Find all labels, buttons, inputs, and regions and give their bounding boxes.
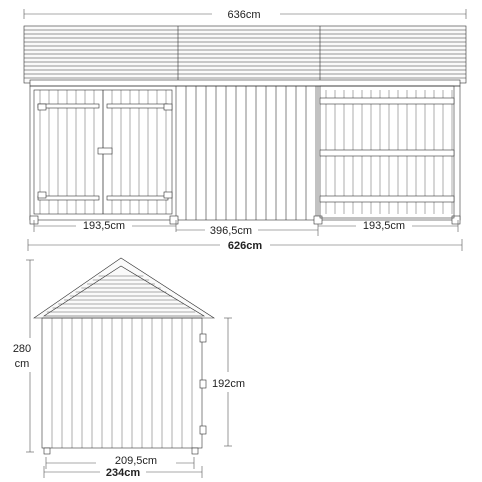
gable-roof — [34, 258, 214, 318]
open-module-frame — [320, 86, 454, 218]
side-hinges — [200, 334, 206, 434]
overall-base-width-label: 626cm — [227, 240, 263, 252]
overall-top-width-label: 636cm — [227, 9, 261, 21]
left-module-width-label: 193,5cm — [82, 220, 126, 232]
right-module-width-label: 193,5cm — [362, 220, 406, 232]
front-view — [24, 26, 466, 224]
inner-width-label: 209,5cm — [114, 455, 158, 467]
middle-module-width-label: 396,5cm — [209, 225, 253, 237]
front-roof — [24, 26, 466, 86]
side-view — [34, 258, 214, 454]
wall-height-label: 192cm — [212, 378, 246, 390]
side-wall — [42, 318, 202, 454]
total-height-label: 280 — [12, 343, 32, 355]
double-door — [34, 90, 172, 214]
overall-width-label: 234cm — [105, 467, 141, 479]
total-height-unit-label: cm — [14, 358, 30, 370]
